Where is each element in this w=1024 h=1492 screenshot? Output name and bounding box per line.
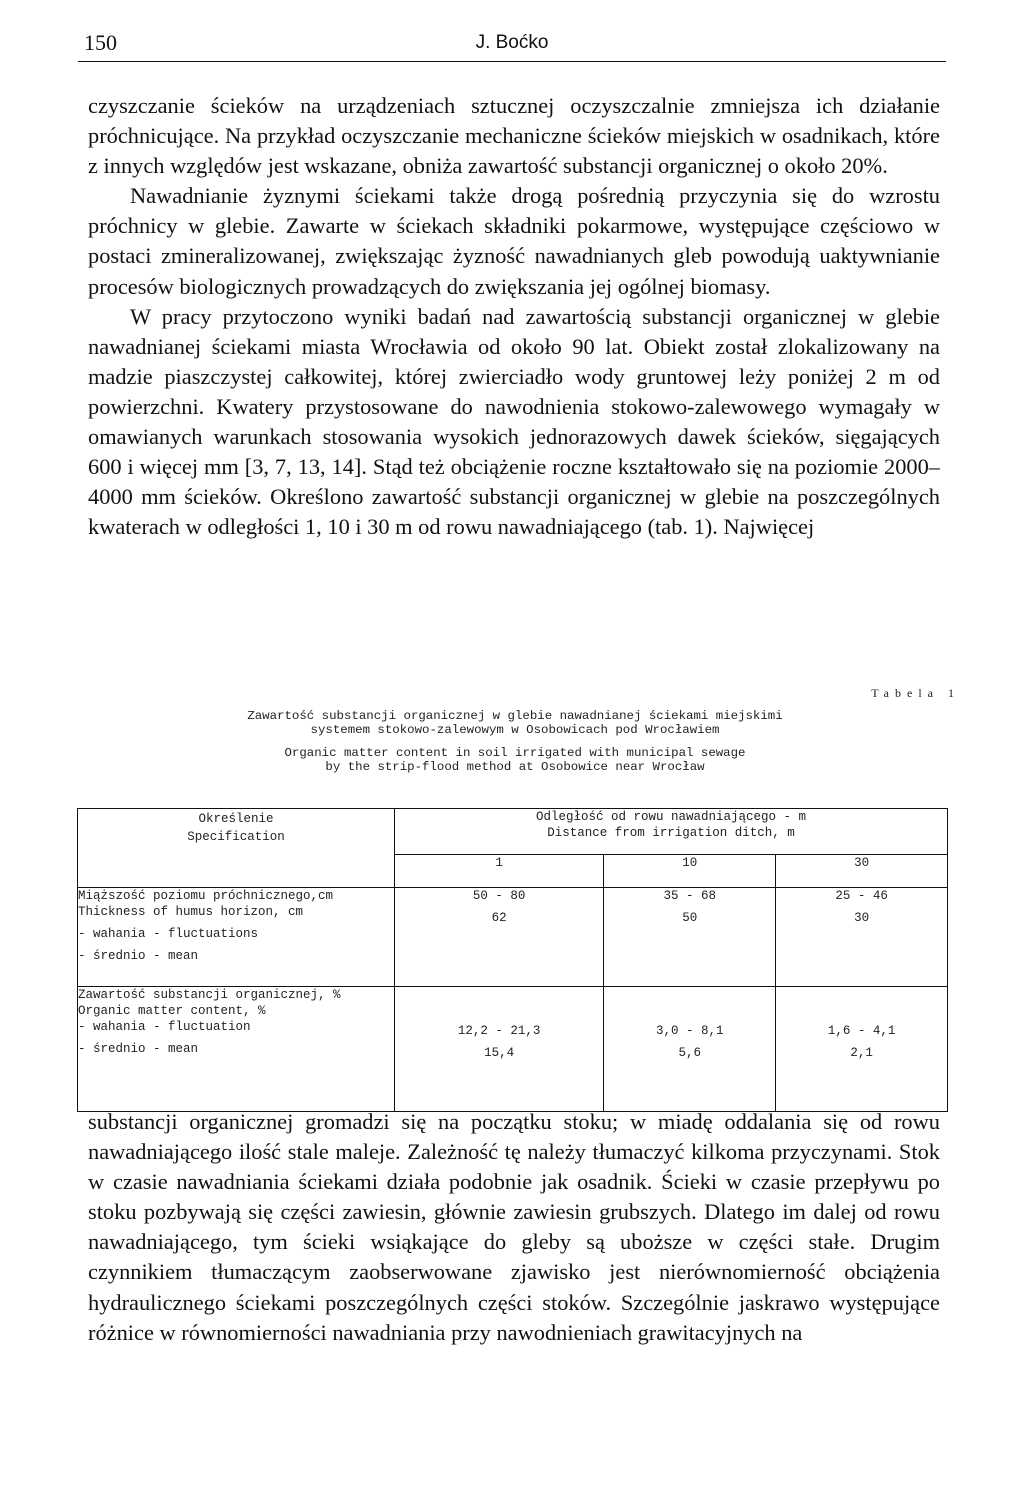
range-value: 12,2 - 21,3: [457, 1024, 541, 1038]
table-caption: [130, 686, 960, 775]
table-cell: [604, 888, 776, 987]
mean-value: 5,6: [678, 1046, 702, 1060]
table-cell: [395, 888, 604, 987]
range-label: - wahania - fluctuation: [78, 1020, 251, 1034]
distance-1: 1: [395, 855, 604, 888]
distance-10: 10: [604, 855, 776, 888]
table-header-row: [78, 809, 948, 855]
spec-header-en: Specification: [187, 830, 285, 844]
row-label-en: Organic matter content, %: [78, 1004, 266, 1018]
paragraph: substancji organicznej gromadzi się na początku stoku; w miadę oddalania się od rowu nawadniającego ilość stale maleje. Zależność tę należy tłumaczyć kilkoma przyczynami. Stok w czasie nawadniania ściekami działa podobnie jak osadnik. Ścieki w czasie przepływu po stoku pozbywają się części zawiesin, głównie zawiesin grubszych. Dlatego im dalej od rowu nawadniającego, tym ścieki wsiąkające do gleby są uboższe w części stałe. Drugim czynnikiem tłumaczącym zaobserwowane zjawisko jest nierównomierność obciążenia hydraulicznego ściekami poszczególnych części stoków. Szczególnie jaskrawo występujące różnice w równomierności nawadniania przy nawodnieniach grawitacyjnych na: [88, 1109, 940, 1345]
page-header: [78, 28, 946, 62]
body-text-top: [88, 91, 940, 542]
distance-group-header: [395, 809, 948, 855]
range-value: 50 - 80: [472, 889, 526, 903]
caption-pl-line-2: systemem stokowo-zalewowym w Osobowicach pod Wrocławiem: [310, 723, 720, 737]
running-head: J. Boćko: [475, 32, 549, 53]
row-label-en: Thickness of humus horizon, cm: [78, 905, 304, 919]
mean-value: 50: [682, 911, 698, 925]
range-value: 1,6 - 4,1: [827, 1024, 896, 1038]
table-label: Tabela 1: [871, 686, 960, 700]
caption-pl-line-1: Zawartość substancji organicznej w glebie nawadnianej ściekami miejskimi: [247, 708, 783, 723]
data-table: [77, 808, 948, 1112]
row-label-pl: Zawartość substancji organicznej, %: [78, 988, 341, 1002]
mean-label: - średnio - mean: [78, 949, 199, 963]
body-text-bottom: [88, 1107, 940, 1348]
range-label: - wahania - fluctuations: [78, 927, 259, 941]
header-rule: [78, 61, 946, 62]
table-cell: [776, 987, 948, 1112]
table-cell: [604, 987, 776, 1112]
caption-en-line-2: by the strip-flood method at Osobowice near Wrocław: [325, 760, 705, 774]
mean-value: 30: [854, 911, 870, 925]
row-label: [78, 888, 395, 987]
caption-en-line-1: Organic matter content in soil irrigated with municipal sewage: [284, 745, 746, 760]
range-value: 35 - 68: [663, 889, 717, 903]
row-label-pl: Miąższość poziomu próchnicznego,cm: [78, 889, 334, 903]
distance-header-en: Distance from irrigation ditch, m: [547, 826, 795, 840]
paragraph: czyszczanie ścieków na urządzeniach sztucznej oczyszczalnie zmniejsza ich działanie próchnicujące. Na przykład oczyszczanie mechaniczne ścieków miejskich w osadnikach, które z innych względów jest wskazane, obniża zawartość substancji organicznej o około 20%.: [88, 93, 940, 179]
table-cell: [395, 987, 604, 1112]
paragraph: W pracy przytoczono wyniki badań nad zawartością substancji organicznej w glebie nawadnianej ściekami miasta Wrocławia od około 90 lat. Obiekt został zlokalizowany na madzie piaszczystej całkowitej, której zwierciadło wody gruntowej leży poniżej 2 m od powierzchni. Kwatery przystosowane do nawodnienia stokowo-zalewowego wymagały w omawianych warunkach stosowania wysokich jednorazowych dawek ścieków, sięgających 600 i więcej mm [3, 7, 13, 14]. Stąd też obciążenie roczne kształtowało się na poziomie 2000–4000 mm ścieków. Określono zawartość substancji organicznej w glebie na poszczególnych kwaterach w odległości 1, 10 i 30 m od rowu nawadniającego (tab. 1). Najwięcej: [88, 303, 940, 540]
table-row: [78, 987, 948, 1112]
mean-value: 15,4: [484, 1046, 515, 1060]
range-value: 3,0 - 8,1: [656, 1024, 724, 1038]
row-label: [78, 987, 395, 1112]
range-value: 25 - 46: [835, 889, 888, 903]
spec-header: [78, 809, 395, 888]
distance-header-pl: Odległość od rowu nawadniającego - m: [535, 810, 807, 824]
mean-label: - średnio - mean: [78, 1042, 199, 1056]
mean-value: 2,1: [850, 1046, 873, 1060]
table-row: [78, 888, 948, 987]
table-cell: [776, 888, 948, 987]
spec-header-pl: Określenie: [198, 812, 274, 826]
page-number: 150: [84, 30, 117, 55]
paragraph: Nawadnianie żyznymi ściekami także drogą pośrednią przyczynia się do wzrostu próchnicy w glebie. Zawarte w ściekach składniki pokarmowe, występujące częściowo w postaci zmineralizowanej, zwiększając żyzność nawadnianych gleb powodują uaktywnianie procesów biologicznych prowadzących do zwiększania jej ogólnej biomasy.: [88, 183, 940, 299]
distance-30: 30: [776, 855, 948, 888]
mean-value: 62: [491, 911, 507, 925]
